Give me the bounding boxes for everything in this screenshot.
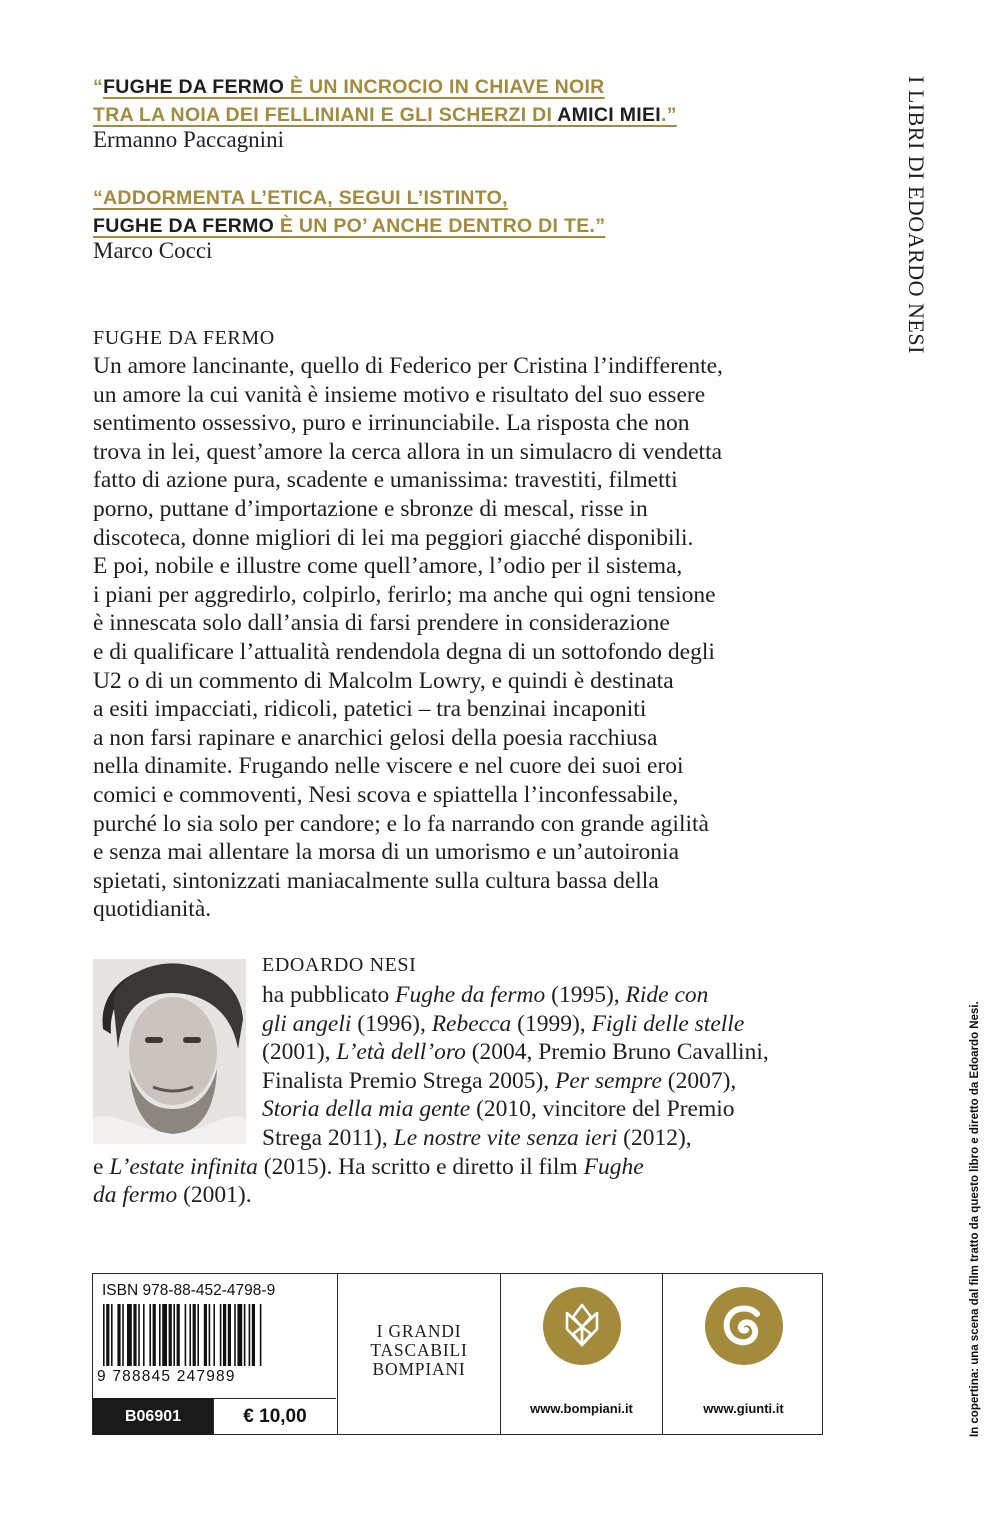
bio-text: (2001). xyxy=(177,1182,252,1209)
quote-2-author: Marco Cocci xyxy=(93,238,213,263)
barcode-bar xyxy=(249,1304,251,1366)
barcode-bar xyxy=(153,1304,156,1366)
bio-work-title: L’età dell’oro xyxy=(336,1039,466,1066)
bompiani-url-link[interactable]: www.bompiani.it xyxy=(530,1401,633,1416)
barcode-bar xyxy=(244,1304,246,1366)
cover-credit-note: In copertina: una scena dal film tratto da questo libro e diretto da Edoardo Nesi. xyxy=(969,1001,981,1437)
giunti-swirl-logo-icon xyxy=(705,1287,783,1365)
bottom-info-panel xyxy=(92,1273,823,1435)
barcode-bar xyxy=(213,1304,215,1366)
bio-text: (2001), xyxy=(262,1039,337,1066)
quote-2 xyxy=(93,184,605,240)
synopsis-line: a esiti impacciati, ridicoli, patetici – tra benzinai incaponiti xyxy=(93,696,647,723)
bio-text: (2012), xyxy=(617,1124,692,1151)
barcode-bar xyxy=(159,1304,161,1366)
barcode-bar xyxy=(193,1304,196,1366)
synopsis-title: FUGHE DA FERMO xyxy=(93,327,275,349)
barcode-bar xyxy=(162,1304,167,1366)
bio-text: ha pubblicato xyxy=(262,982,396,1008)
quote-1-line-1 xyxy=(93,73,677,101)
bio-work-title: da fermo xyxy=(93,1182,178,1209)
bio-line xyxy=(93,981,833,1010)
synopsis-line: spietati, sintonizzati maniacalmente sulla cultura bassa della xyxy=(93,867,659,894)
barcode-bar xyxy=(149,1304,151,1366)
quote-1-film-title: AMICI MIEI xyxy=(557,104,661,126)
barcode-bar xyxy=(189,1304,191,1366)
bio-work-title: Fughe da fermo xyxy=(395,982,546,1008)
quote-2-line-2 xyxy=(93,212,605,240)
bio-line xyxy=(93,1153,833,1182)
barcode-digits: 9 788845 247989 xyxy=(97,1368,236,1385)
bio-text: (2007), xyxy=(661,1067,737,1094)
barcode-bar xyxy=(234,1304,236,1366)
bio-work-title: gli angeli xyxy=(262,1010,352,1037)
barcode-icon xyxy=(101,1304,329,1368)
barcode-bar xyxy=(237,1304,242,1366)
author-bio xyxy=(93,981,833,1210)
bio-line xyxy=(93,1067,833,1096)
series-line: I GRANDI xyxy=(376,1321,462,1341)
synopsis-line: purché lo sia solo per candore; e lo fa narrando con grande agilità xyxy=(93,810,709,837)
barcode-bar xyxy=(143,1304,145,1366)
synopsis-line: fatto di azione pura, scadente e umanissima: travestiti, filmetti xyxy=(93,467,678,494)
giunti-cell xyxy=(662,1274,824,1434)
bio-work-title: Fughe xyxy=(583,1153,644,1180)
barcode-bar xyxy=(122,1304,124,1366)
series-line: BOMPIANI xyxy=(372,1359,466,1379)
synopsis-line: i piani per aggredirlo, colpirlo, ferirlo; ma anche qui ogni tensione xyxy=(93,581,716,608)
synopsis-line: U2 o di un commento di Malcolm Lowry, e quindi è destinata xyxy=(93,667,674,694)
bio-line xyxy=(93,1010,833,1039)
barcode-bar xyxy=(223,1304,226,1366)
bio-work-title: Storia della mia gente xyxy=(262,1096,471,1123)
bio-line xyxy=(93,1124,833,1153)
bio-work-title: Ride con xyxy=(625,982,709,1008)
synopsis-line: comici e commoventi, Nesi scova e spiattella l’inconfessabile, xyxy=(93,781,679,808)
barcode-bar xyxy=(133,1304,136,1366)
barcode-bar xyxy=(228,1304,231,1366)
barcode-bar xyxy=(252,1304,255,1366)
synopsis-line: porno, puttane d’importazione e sbronze di mescal, risse in xyxy=(93,495,648,522)
bio-text: Strega 2011), xyxy=(262,1124,394,1151)
synopsis-line: discoteca, donne migliori di lei ma peggiori giacché disponibili. xyxy=(93,524,694,551)
barcode-bar xyxy=(138,1304,140,1366)
synopsis-line: E poi, nobile e illustre come quell’amore, l’odio per il sistema, xyxy=(93,553,683,580)
bio-work-title: L’estate infinita xyxy=(109,1153,258,1180)
price-tag: € 10,00 xyxy=(213,1398,336,1435)
quote-1-book-title: FUGHE DA FERMO xyxy=(103,76,285,98)
bio-work-title: Per sempre xyxy=(555,1067,662,1094)
barcode-bar xyxy=(197,1304,199,1366)
bio-line xyxy=(93,1181,833,1210)
bio-text: e xyxy=(93,1153,110,1180)
bio-text: (1995), xyxy=(545,982,626,1008)
quote-2-book-title: FUGHE DA FERMO xyxy=(93,215,275,237)
bio-line xyxy=(93,1095,833,1124)
synopsis-line: nella dinamite. Frugando nelle viscere e nel cuore dei suoi eroi xyxy=(93,753,684,780)
quote-2-line-1 xyxy=(93,184,605,212)
barcode-bar xyxy=(127,1304,132,1366)
barcode-bar xyxy=(117,1304,120,1366)
synopsis-line: Un amore lancinante, quello di Federico per Cristina l’indifferente, xyxy=(93,353,723,379)
barcode-bar xyxy=(177,1304,180,1366)
bio-work-title: Le nostre vite senza ieri xyxy=(393,1124,618,1151)
quote-open-mark: “ xyxy=(93,76,104,98)
quote-1 xyxy=(93,73,677,129)
barcode-bar xyxy=(185,1304,187,1366)
synopsis-line: quotidianità. xyxy=(93,896,212,923)
bio-text: (2004, Premio Bruno Cavallini, xyxy=(465,1039,769,1066)
bio-work-title: Figli delle stelle xyxy=(591,1010,745,1037)
synopsis-line: trova in lei, quest’amore la cerca allora in un simulacro di vendetta xyxy=(93,438,723,465)
bio-work-title: Rebecca xyxy=(431,1010,512,1037)
barcode-bar xyxy=(173,1304,175,1366)
synopsis-line: a non farsi rapinare e anarchici gelosi della poesia racchiusa xyxy=(93,724,658,751)
bio-text: (2015). Ha scritto e diretto il film xyxy=(257,1153,584,1180)
bio-line xyxy=(93,1038,833,1067)
barcode-bar xyxy=(209,1304,211,1366)
barcode-bar xyxy=(204,1304,207,1366)
barcode-cell xyxy=(93,1274,337,1434)
side-series-title: I LIBRI DI EDOARDO NESI xyxy=(904,76,929,354)
isbn-label: ISBN 978-88-452-4798-9 xyxy=(102,1282,276,1299)
bio-text: (1999), xyxy=(511,1010,592,1037)
author-name: EDOARDO NESI xyxy=(262,954,417,976)
synopsis-line: e di qualificare l’attualità rendendola degna di un sottofondo degli xyxy=(93,638,715,665)
giunti-url-link[interactable]: www.giunti.it xyxy=(703,1401,784,1416)
bio-text: (1996), xyxy=(351,1010,432,1037)
quote-1-text-a: È UN INCROCIO IN CHIAVE NOIR xyxy=(284,76,605,98)
barcode-bar xyxy=(103,1304,105,1366)
book-code: B06901 xyxy=(93,1398,213,1435)
quote-1-line-2 xyxy=(93,101,677,129)
quote-2-text-a: “ADDORMENTA L’ETICA, SEGUI L’ISTINTO, xyxy=(93,187,508,209)
bompiani-flower-logo-icon xyxy=(543,1287,621,1365)
quote-1-author: Ermanno Paccagnini xyxy=(93,127,284,152)
synopsis-text xyxy=(93,352,833,924)
series-line: TASCABILI xyxy=(370,1340,468,1360)
barcode-bar xyxy=(106,1304,109,1366)
barcode-bar xyxy=(260,1304,262,1366)
barcode-bar xyxy=(169,1304,172,1366)
synopsis-line: è innescata solo dall’ansia di farsi prendere in considerazione xyxy=(93,610,670,637)
barcode-bar xyxy=(220,1304,222,1366)
quote-2-text-b: È UN PO’ ANCHE DENTRO DI TE.” xyxy=(274,215,606,237)
bompiani-cell xyxy=(500,1274,662,1434)
series-cell xyxy=(337,1274,500,1434)
bio-text: Finalista Premio Strega 2005), xyxy=(262,1067,556,1094)
synopsis-line: sentimento ossessivo, puro e irrinunciabile. La risposta che non xyxy=(93,410,690,437)
synopsis-line: e senza mai allentare la morsa di un umorismo e un’autoironia xyxy=(93,839,679,866)
series-name xyxy=(338,1322,500,1379)
bio-text: (2010, vincitore del Premio xyxy=(470,1096,735,1123)
quote-1-text-b: TRA LA NOIA DEI FELLINIANI E GLI SCHERZI DI xyxy=(93,104,558,126)
barcode-bar xyxy=(111,1304,113,1366)
synopsis-line: un amore la cui vanità è insieme motivo e risultato del suo essere xyxy=(93,381,706,408)
quote-1-close: .” xyxy=(660,104,677,126)
